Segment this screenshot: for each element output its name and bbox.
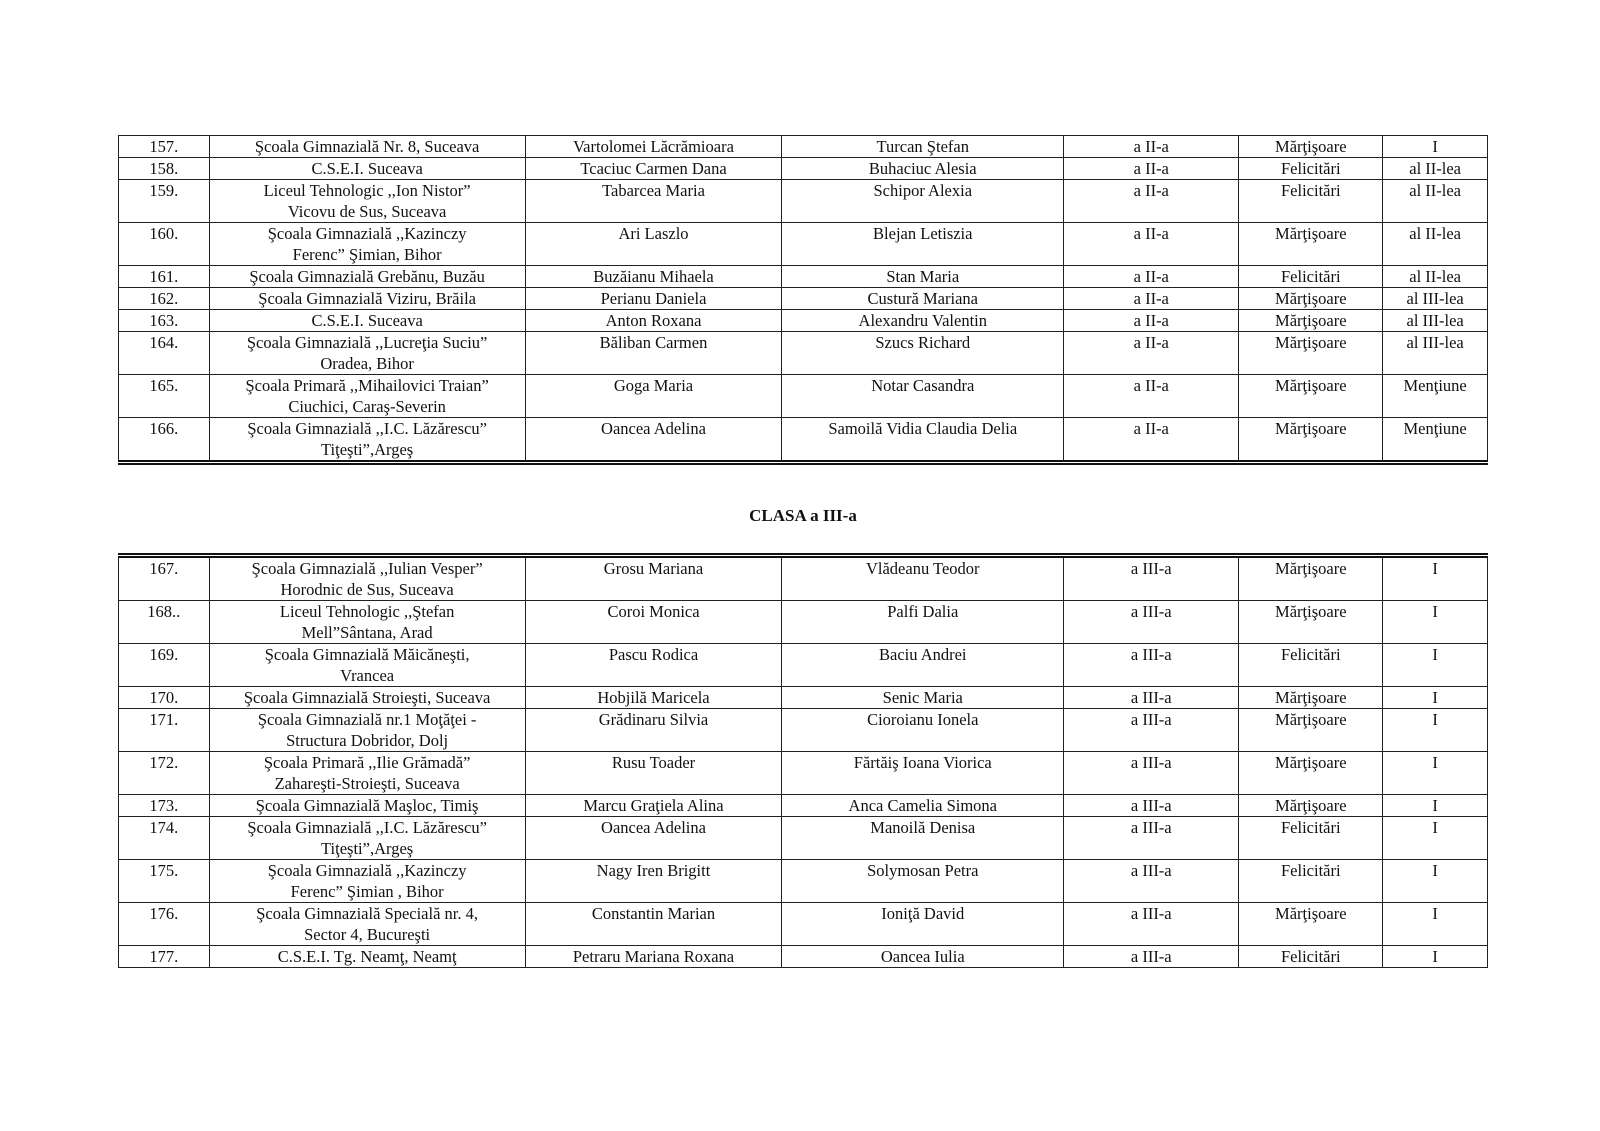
cell-teacher: Pascu Rodica — [525, 644, 782, 687]
cell-class: a III-a — [1064, 817, 1239, 860]
cell-class: a III-a — [1064, 687, 1239, 709]
cell-class: a III-a — [1064, 556, 1239, 601]
cell-nr: 167. — [119, 556, 210, 601]
table-row — [119, 310, 1488, 332]
cell-class: a II-a — [1064, 418, 1239, 463]
cell-section: Felicitări — [1239, 158, 1383, 180]
cell-student: Szucs Richard — [782, 332, 1064, 375]
cell-class: a III-a — [1064, 795, 1239, 817]
cell-section: Mărţişoare — [1239, 332, 1383, 375]
cell-prize: Menţiune — [1383, 418, 1488, 463]
cell-student: Schipor Alexia — [782, 180, 1064, 223]
table-row — [119, 266, 1488, 288]
cell-nr: 158. — [119, 158, 210, 180]
cell-nr: 157. — [119, 136, 210, 158]
cell-section: Felicitări — [1239, 644, 1383, 687]
cell-class: a II-a — [1064, 223, 1239, 266]
cell-class: a II-a — [1064, 332, 1239, 375]
cell-prize: I — [1383, 687, 1488, 709]
cell-line: Ferenc” Şimian, Bihor — [292, 245, 442, 264]
cell-teacher: Băliban Carmen — [525, 332, 782, 375]
cell-prize: I — [1383, 601, 1488, 644]
table-row — [119, 817, 1488, 860]
cell-section: Felicitări — [1239, 180, 1383, 223]
cell-line: Şcoala Gimnazială ,,Kazinczy — [267, 224, 467, 243]
cell-class: a III-a — [1064, 903, 1239, 946]
cell-school — [209, 601, 525, 644]
cell-section: Mărţişoare — [1239, 687, 1383, 709]
cell-student: Samoilă Vidia Claudia Delia — [782, 418, 1064, 463]
cell-student: Notar Casandra — [782, 375, 1064, 418]
table-row — [119, 375, 1488, 418]
cell-student: Oancea Iulia — [782, 946, 1064, 968]
cell-teacher: Tcaciuc Carmen Dana — [525, 158, 782, 180]
cell-prize: I — [1383, 752, 1488, 795]
cell-teacher: Oancea Adelina — [525, 418, 782, 463]
cell-section: Felicitări — [1239, 817, 1383, 860]
cell-prize: I — [1383, 136, 1488, 158]
cell-student: Turcan Ştefan — [782, 136, 1064, 158]
table-row — [119, 946, 1488, 968]
cell-nr: 164. — [119, 332, 210, 375]
cell-nr: 162. — [119, 288, 210, 310]
cell-student: Anca Camelia Simona — [782, 795, 1064, 817]
cell-student: Blejan Letiszia — [782, 223, 1064, 266]
cell-section: Mărţişoare — [1239, 418, 1383, 463]
cell-line: Sector 4, Bucureşti — [304, 925, 431, 944]
cell-section: Mărţişoare — [1239, 310, 1383, 332]
cell-class: a III-a — [1064, 601, 1239, 644]
cell-prize: al II-lea — [1383, 266, 1488, 288]
cell-school — [209, 310, 525, 332]
cell-school — [209, 288, 525, 310]
table-row — [119, 644, 1488, 687]
cell-line: C.S.E.I. Suceava — [311, 311, 423, 330]
cell-school — [209, 817, 525, 860]
cell-teacher: Anton Roxana — [525, 310, 782, 332]
cell-student: Vlădeanu Teodor — [782, 556, 1064, 601]
cell-line: Liceul Tehnologic ,,Ion Nistor” — [263, 181, 471, 200]
cell-teacher: Constantin Marian — [525, 903, 782, 946]
results-table-class-2 — [118, 135, 1488, 465]
cell-school — [209, 332, 525, 375]
cell-student: Stan Maria — [782, 266, 1064, 288]
cell-prize: al II-lea — [1383, 223, 1488, 266]
cell-line: C.S.E.I. Suceava — [311, 159, 423, 178]
cell-prize: al III-lea — [1383, 288, 1488, 310]
cell-line: Şcoala Gimnazială ,,I.C. Lăzărescu” — [247, 818, 487, 837]
table-row — [119, 687, 1488, 709]
cell-school — [209, 903, 525, 946]
cell-prize: I — [1383, 709, 1488, 752]
cell-line: Şcoala Gimnazială ,,I.C. Lăzărescu” — [247, 419, 487, 438]
cell-class: a II-a — [1064, 180, 1239, 223]
cell-student: Baciu Andrei — [782, 644, 1064, 687]
cell-nr: 165. — [119, 375, 210, 418]
section-title: CLASA a III-a — [749, 506, 857, 525]
table-row — [119, 903, 1488, 946]
cell-class: a III-a — [1064, 644, 1239, 687]
results-table-body — [119, 556, 1488, 968]
table-row — [119, 556, 1488, 601]
cell-prize: I — [1383, 644, 1488, 687]
cell-line: Ferenc” Şimian , Bihor — [290, 882, 444, 901]
cell-teacher: Perianu Daniela — [525, 288, 782, 310]
cell-nr: 177. — [119, 946, 210, 968]
cell-teacher: Rusu Toader — [525, 752, 782, 795]
cell-line: Şcoala Gimnazială ,,Lucreţia Suciu” — [246, 333, 488, 352]
table-row — [119, 158, 1488, 180]
cell-teacher: Oancea Adelina — [525, 817, 782, 860]
table-row — [119, 223, 1488, 266]
cell-prize: I — [1383, 860, 1488, 903]
cell-teacher: Goga Maria — [525, 375, 782, 418]
cell-prize: al III-lea — [1383, 310, 1488, 332]
cell-line: Horodnic de Sus, Suceava — [280, 580, 454, 599]
cell-section: Mărţişoare — [1239, 556, 1383, 601]
cell-section: Mărţişoare — [1239, 136, 1383, 158]
cell-nr: 175. — [119, 860, 210, 903]
cell-class: a III-a — [1064, 860, 1239, 903]
cell-class: a III-a — [1064, 946, 1239, 968]
cell-class: a III-a — [1064, 752, 1239, 795]
cell-school — [209, 709, 525, 752]
cell-student: Manoilă Denisa — [782, 817, 1064, 860]
cell-school — [209, 418, 525, 463]
cell-section: Mărţişoare — [1239, 288, 1383, 310]
cell-prize: al II-lea — [1383, 180, 1488, 223]
cell-student: Senic Maria — [782, 687, 1064, 709]
cell-school — [209, 266, 525, 288]
table-row — [119, 860, 1488, 903]
cell-school — [209, 180, 525, 223]
cell-line: Şcoala Primară ,,Mihailovici Traian” — [245, 376, 489, 395]
cell-line: Şcoala Gimnazială Maşloc, Timiş — [255, 796, 479, 815]
table-row — [119, 136, 1488, 158]
cell-prize: al III-lea — [1383, 332, 1488, 375]
table-row — [119, 288, 1488, 310]
cell-nr: 171. — [119, 709, 210, 752]
cell-line: Tiţeşti”,Argeş — [321, 839, 414, 858]
table-row — [119, 601, 1488, 644]
cell-teacher: Tabarcea Maria — [525, 180, 782, 223]
results-table-class-3 — [118, 553, 1488, 968]
results-table-body — [119, 136, 1488, 463]
cell-teacher: Hobjilă Maricela — [525, 687, 782, 709]
cell-class: a II-a — [1064, 375, 1239, 418]
table-row — [119, 795, 1488, 817]
cell-line: Şcoala Gimnazială Măicăneşti, — [264, 645, 470, 664]
cell-class: a II-a — [1064, 310, 1239, 332]
cell-line: Şcoala Gimnazială Viziru, Brăila — [258, 289, 476, 308]
cell-line: Şcoala Gimnazială ,,Iulian Vesper” — [251, 559, 483, 578]
cell-section: Mărţişoare — [1239, 709, 1383, 752]
cell-teacher: Grosu Mariana — [525, 556, 782, 601]
cell-prize: I — [1383, 795, 1488, 817]
cell-nr: 168.. — [119, 601, 210, 644]
cell-line: Şcoala Gimnazială nr.1 Moţăţei - — [257, 710, 477, 729]
cell-school — [209, 136, 525, 158]
table-row — [119, 418, 1488, 463]
cell-prize: I — [1383, 556, 1488, 601]
cell-prize: I — [1383, 903, 1488, 946]
cell-teacher: Buzăianu Mihaela — [525, 266, 782, 288]
cell-nr: 172. — [119, 752, 210, 795]
cell-school — [209, 223, 525, 266]
table-row — [119, 332, 1488, 375]
cell-line: Şcoala Gimnazială Nr. 8, Suceava — [254, 137, 480, 156]
cell-teacher: Petraru Mariana Roxana — [525, 946, 782, 968]
cell-line: Mell”Sântana, Arad — [301, 623, 433, 642]
cell-school — [209, 946, 525, 968]
cell-teacher: Ari Laszlo — [525, 223, 782, 266]
cell-school — [209, 860, 525, 903]
cell-line: Şcoala Gimnazială Specială nr. 4, — [256, 904, 478, 923]
cell-line: Ciuchici, Caraş-Severin — [288, 397, 446, 416]
cell-nr: 166. — [119, 418, 210, 463]
cell-section: Mărţişoare — [1239, 903, 1383, 946]
cell-school — [209, 795, 525, 817]
cell-section: Mărţişoare — [1239, 752, 1383, 795]
cell-school — [209, 556, 525, 601]
cell-school — [209, 158, 525, 180]
cell-class: a II-a — [1064, 288, 1239, 310]
cell-section: Mărţişoare — [1239, 223, 1383, 266]
cell-school — [209, 375, 525, 418]
cell-student: Alexandru Valentin — [782, 310, 1064, 332]
cell-teacher: Marcu Graţiela Alina — [525, 795, 782, 817]
cell-section: Mărţişoare — [1239, 795, 1383, 817]
cell-student: Cioroianu Ionela — [782, 709, 1064, 752]
cell-student: Buhaciuc Alesia — [782, 158, 1064, 180]
cell-line: Şcoala Gimnazială Stroieşti, Suceava — [243, 688, 491, 707]
cell-nr: 174. — [119, 817, 210, 860]
cell-school — [209, 752, 525, 795]
cell-section: Mărţişoare — [1239, 375, 1383, 418]
cell-teacher: Grădinaru Silvia — [525, 709, 782, 752]
cell-student: Palfi Dalia — [782, 601, 1064, 644]
cell-line: C.S.E.I. Tg. Neamţ, Neamţ — [277, 947, 457, 966]
cell-prize: I — [1383, 946, 1488, 968]
cell-student: Fărtăiş Ioana Viorica — [782, 752, 1064, 795]
cell-teacher: Vartolomei Lăcrămioara — [525, 136, 782, 158]
cell-line: Tiţeşti”,Argeş — [321, 440, 414, 459]
cell-line: Vrancea — [340, 666, 395, 685]
cell-section: Felicitări — [1239, 860, 1383, 903]
cell-nr: 160. — [119, 223, 210, 266]
cell-teacher: Nagy Iren Brigitt — [525, 860, 782, 903]
cell-school — [209, 687, 525, 709]
cell-prize: al II-lea — [1383, 158, 1488, 180]
cell-student: Solymosan Petra — [782, 860, 1064, 903]
table-row — [119, 752, 1488, 795]
cell-prize: Menţiune — [1383, 375, 1488, 418]
cell-nr: 170. — [119, 687, 210, 709]
cell-line: Zahareşti-Stroieşti, Suceava — [274, 774, 460, 793]
cell-line: Liceul Tehnologic ,,Ştefan — [279, 602, 455, 621]
cell-student: Custură Mariana — [782, 288, 1064, 310]
cell-nr: 176. — [119, 903, 210, 946]
cell-class: a III-a — [1064, 709, 1239, 752]
cell-student: Ioniţă David — [782, 903, 1064, 946]
cell-prize: I — [1383, 817, 1488, 860]
cell-line: Şcoala Gimnazială ,,Kazinczy — [267, 861, 467, 880]
table-row — [119, 180, 1488, 223]
cell-nr: 169. — [119, 644, 210, 687]
cell-nr: 161. — [119, 266, 210, 288]
cell-class: a II-a — [1064, 136, 1239, 158]
cell-line: Vicovu de Sus, Suceava — [287, 202, 447, 221]
cell-line: Şcoala Primară ,,Ilie Grămadă” — [263, 753, 471, 772]
table-row — [119, 709, 1488, 752]
cell-section: Mărţişoare — [1239, 601, 1383, 644]
cell-school — [209, 644, 525, 687]
cell-nr: 159. — [119, 180, 210, 223]
cell-nr: 173. — [119, 795, 210, 817]
cell-line: Şcoala Gimnazială Grebănu, Buzău — [249, 267, 485, 286]
cell-class: a II-a — [1064, 158, 1239, 180]
cell-section: Felicitări — [1239, 266, 1383, 288]
cell-line: Structura Dobridor, Dolj — [286, 731, 449, 750]
cell-section: Felicitări — [1239, 946, 1383, 968]
cell-teacher: Coroi Monica — [525, 601, 782, 644]
cell-class: a II-a — [1064, 266, 1239, 288]
cell-nr: 163. — [119, 310, 210, 332]
cell-line: Oradea, Bihor — [320, 354, 414, 373]
